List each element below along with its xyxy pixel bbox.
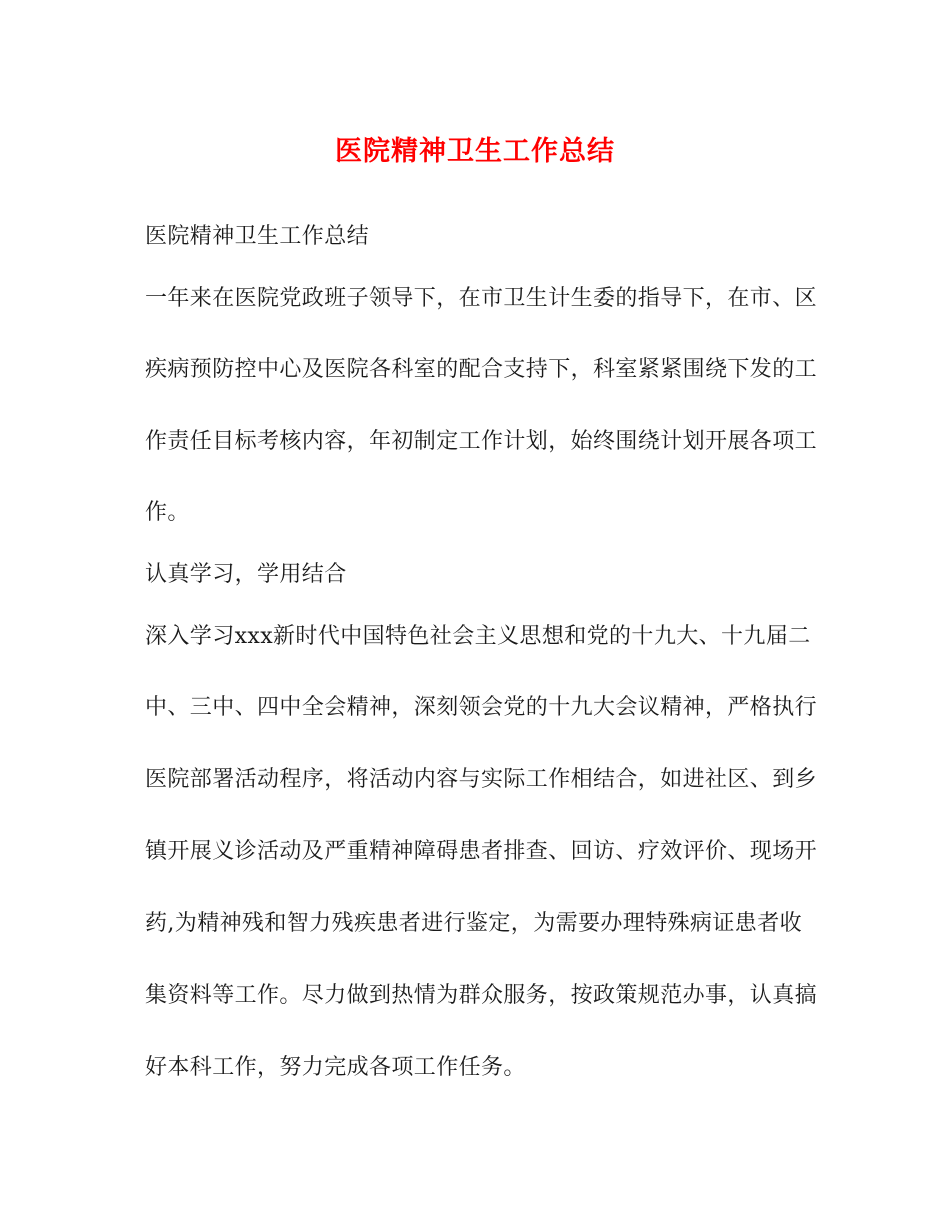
paragraph-line: 药,为精神残和智力残疾患者进行鉴定，为需要办理特殊病证患者收 [145, 911, 802, 936]
paragraph-line: 疾病预防控中心及医院各科室的配合支持下，科室紧紧围绕下发的工 [145, 357, 818, 382]
paragraph-line: 好本科工作，努力完成各项工作任务。 [145, 1055, 526, 1080]
document-title: 医院精神卫生工作总结 [335, 136, 615, 167]
paragraph-line: 集资料等工作。尽力做到热情为群众服务，按政策规范办事，认真搞 [145, 983, 818, 1008]
section-heading: 认真学习，学用结合 [145, 562, 347, 587]
paragraph-line: 作责任目标考核内容，年初制定工作计划，始终围绕计划开展各项工 [145, 429, 818, 454]
document-subtitle: 医院精神卫生工作总结 [145, 224, 370, 249]
paragraph-line: 医院部署活动程序，将活动内容与实际工作相结合，如进社区、到乡 [145, 767, 818, 792]
paragraph-line: 中、三中、四中全会精神，深刻领会党的十九大会议精神，严格执行 [145, 695, 818, 720]
paragraph-line: 深入学习xxx新时代中国特色社会主义思想和党的十九大、十九届二 [145, 624, 811, 649]
paragraph-line: 镇开展义诊活动及严重精神障碍患者排查、回访、疗效评价、现场开 [145, 839, 818, 864]
paragraph-line: 一年来在医院党政班子领导下，在市卫生计生委的指导下，在市、区 [145, 286, 818, 311]
paragraph-line: 作。 [145, 500, 190, 525]
